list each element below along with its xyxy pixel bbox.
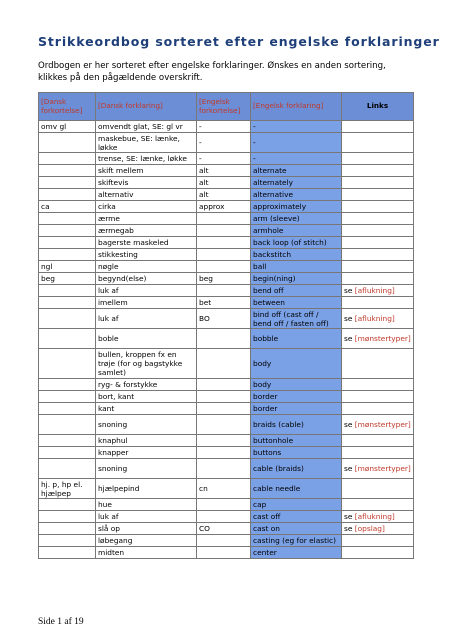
cell-english-explanation: -	[251, 133, 342, 153]
cell-danish-abbreviation	[39, 189, 96, 201]
cell-english-explanation: braids (cable)	[251, 415, 342, 435]
cell-danish-explanation: snoning	[96, 459, 197, 479]
cell-danish-abbreviation	[39, 459, 96, 479]
cell-danish-explanation: hue	[96, 499, 197, 511]
table-row	[39, 447, 414, 459]
cross-reference-link[interactable]: [mønstertyper]	[354, 420, 411, 429]
cell-links	[342, 499, 414, 511]
cell-english-abbreviation	[197, 511, 251, 523]
cell-english-abbreviation	[197, 435, 251, 447]
table-row	[39, 261, 414, 273]
cell-english-explanation: alternately	[251, 177, 342, 189]
cell-english-abbreviation: -	[197, 153, 251, 165]
table-row	[39, 435, 414, 447]
intro-line-1: Ordbogen er her sorteret efter engelske forklaringer. Ønskes en anden sortering,	[38, 61, 386, 71]
cell-english-abbreviation: bet	[197, 297, 251, 309]
cell-links	[342, 261, 414, 273]
header-english-explanation[interactable]: [Engelsk forklaring]	[251, 93, 342, 121]
cell-danish-abbreviation: beg	[39, 273, 96, 285]
cross-reference-link[interactable]: [opslag]	[354, 524, 385, 533]
cell-danish-abbreviation	[39, 499, 96, 511]
cell-english-abbreviation: -	[197, 121, 251, 133]
cell-danish-abbreviation	[39, 379, 96, 391]
cell-danish-abbreviation: hj. p, hp el. hjælpep	[39, 479, 96, 499]
cell-danish-explanation: luk af	[96, 511, 197, 523]
cell-english-abbreviation	[197, 225, 251, 237]
cell-english-explanation: casting (eg for elastic)	[251, 535, 342, 547]
cell-danish-abbreviation	[39, 435, 96, 447]
cell-danish-explanation: luk af	[96, 285, 197, 297]
cell-english-abbreviation: cn	[197, 479, 251, 499]
cell-danish-explanation: stikkesting	[96, 249, 197, 261]
cell-english-explanation: border	[251, 391, 342, 403]
cell-links	[342, 459, 414, 479]
cell-english-abbreviation: approx	[197, 201, 251, 213]
cell-danish-explanation: bagerste maskeled	[96, 237, 197, 249]
cell-english-abbreviation	[197, 237, 251, 249]
cell-links	[342, 447, 414, 459]
table-row	[39, 177, 414, 189]
intro-text	[38, 60, 418, 84]
cell-english-explanation: bobble	[251, 329, 342, 349]
link-prefix: se	[344, 524, 353, 533]
cell-english-abbreviation	[197, 447, 251, 459]
table-row	[39, 379, 414, 391]
cell-english-abbreviation	[197, 459, 251, 479]
cell-english-abbreviation	[197, 261, 251, 273]
table-header-row	[39, 93, 414, 121]
table-row	[39, 547, 414, 559]
cell-links	[342, 329, 414, 349]
link-prefix: se	[344, 286, 353, 295]
table-row	[39, 225, 414, 237]
cell-links	[342, 379, 414, 391]
cell-english-abbreviation	[197, 547, 251, 559]
cell-danish-abbreviation	[39, 415, 96, 435]
cell-english-explanation: arm (sleeve)	[251, 213, 342, 225]
header-english-abbreviation[interactable]: [Engelsk forkortelse]	[197, 93, 251, 121]
cell-danish-abbreviation	[39, 153, 96, 165]
cell-danish-abbreviation	[39, 177, 96, 189]
cell-danish-abbreviation: omv gl	[39, 121, 96, 133]
table-row	[39, 349, 414, 379]
cell-danish-explanation: hjælpepind	[96, 479, 197, 499]
cell-danish-explanation: trense, SE: lænke, løkke	[96, 153, 197, 165]
cell-danish-explanation: skift mellem	[96, 165, 197, 177]
cell-english-explanation: cast on	[251, 523, 342, 535]
cell-english-explanation: cast off	[251, 511, 342, 523]
link-prefix: se	[344, 464, 353, 473]
cell-danish-abbreviation	[39, 165, 96, 177]
table-row	[39, 237, 414, 249]
cell-danish-abbreviation	[39, 511, 96, 523]
cell-links	[342, 349, 414, 379]
cell-danish-abbreviation	[39, 403, 96, 415]
cell-danish-explanation: ærme	[96, 213, 197, 225]
intro-line-2: klikkes på den pågældende overskrift.	[38, 73, 203, 83]
table-row	[39, 511, 414, 523]
cell-english-explanation: back loop (of stitch)	[251, 237, 342, 249]
cell-english-abbreviation	[197, 213, 251, 225]
cell-english-explanation: armhole	[251, 225, 342, 237]
cell-links	[342, 415, 414, 435]
cell-links	[342, 435, 414, 447]
cell-english-explanation: cable (braids)	[251, 459, 342, 479]
table-row	[39, 499, 414, 511]
cell-danish-abbreviation	[39, 225, 96, 237]
cell-danish-abbreviation	[39, 349, 96, 379]
cell-english-explanation: bend off	[251, 285, 342, 297]
cell-english-explanation: alternate	[251, 165, 342, 177]
table-row	[39, 403, 414, 415]
cell-english-explanation: body	[251, 379, 342, 391]
cell-danish-explanation: midten	[96, 547, 197, 559]
link-prefix: se	[344, 420, 353, 429]
cross-reference-link[interactable]: [mønstertyper]	[354, 334, 411, 343]
table-row	[39, 479, 414, 499]
cell-english-abbreviation: alt	[197, 189, 251, 201]
cell-danish-explanation: knaphul	[96, 435, 197, 447]
table-body	[39, 121, 414, 559]
page-title: Strikkeordbog sorteret efter engelske forklaringer	[38, 34, 440, 49]
cell-links	[342, 403, 414, 415]
cell-english-abbreviation: BO	[197, 309, 251, 329]
cross-reference-link[interactable]: [aflukning]	[354, 286, 395, 295]
cell-english-explanation: ball	[251, 261, 342, 273]
table-row	[39, 153, 414, 165]
cell-links	[342, 201, 414, 213]
cell-danish-explanation: slå op	[96, 523, 197, 535]
cell-links	[342, 249, 414, 261]
cell-danish-abbreviation	[39, 447, 96, 459]
cell-links	[342, 237, 414, 249]
cell-english-explanation: backstitch	[251, 249, 342, 261]
cell-danish-explanation: boble	[96, 329, 197, 349]
cell-links	[342, 153, 414, 165]
cell-english-explanation: between	[251, 297, 342, 309]
cell-danish-abbreviation	[39, 535, 96, 547]
cell-links	[342, 535, 414, 547]
cell-links	[342, 165, 414, 177]
page-footer: Side 1 af 19	[38, 617, 84, 627]
cell-english-abbreviation	[197, 415, 251, 435]
cell-english-explanation: approximately	[251, 201, 342, 213]
cell-danish-explanation: snoning	[96, 415, 197, 435]
cell-danish-abbreviation: ca	[39, 201, 96, 213]
cell-danish-explanation: begynd(else)	[96, 273, 197, 285]
cell-links	[342, 177, 414, 189]
table-row	[39, 249, 414, 261]
cell-links	[342, 309, 414, 329]
cell-danish-explanation: maskebue, SE: lænke, løkke	[96, 133, 197, 153]
cell-danish-abbreviation	[39, 285, 96, 297]
cell-english-explanation: body	[251, 349, 342, 379]
cell-links	[342, 273, 414, 285]
cell-links	[342, 213, 414, 225]
cell-english-explanation: -	[251, 121, 342, 133]
cell-danish-explanation: cirka	[96, 201, 197, 213]
cell-english-explanation: center	[251, 547, 342, 559]
dictionary-table	[38, 92, 414, 559]
cell-english-explanation: bind off (cast off / bend off / fasten off)	[251, 309, 342, 329]
cell-danish-explanation: kant	[96, 403, 197, 415]
cell-danish-explanation: alternativ	[96, 189, 197, 201]
cell-english-abbreviation: alt	[197, 165, 251, 177]
cell-danish-explanation: skiftevis	[96, 177, 197, 189]
cell-danish-abbreviation	[39, 523, 96, 535]
cell-english-explanation: cap	[251, 499, 342, 511]
cross-reference-link[interactable]: [aflukning]	[354, 314, 395, 323]
cell-english-abbreviation	[197, 349, 251, 379]
cell-links	[342, 189, 414, 201]
table-row	[39, 415, 414, 435]
cell-danish-explanation: bullen, kroppen fx en trøje (for og bagstykke samlet)	[96, 349, 197, 379]
cell-english-abbreviation	[197, 329, 251, 349]
cell-danish-abbreviation	[39, 213, 96, 225]
cell-danish-explanation: luk af	[96, 309, 197, 329]
header-danish-abbreviation[interactable]: [Dansk forkortelse]	[39, 93, 96, 121]
cell-english-explanation: border	[251, 403, 342, 415]
cell-english-abbreviation: alt	[197, 177, 251, 189]
cell-english-abbreviation	[197, 391, 251, 403]
cell-danish-explanation: nøgle	[96, 261, 197, 273]
cell-danish-explanation: omvendt glat, SE: gl vr	[96, 121, 197, 133]
cell-danish-explanation: ryg- & forstykke	[96, 379, 197, 391]
table-row	[39, 273, 414, 285]
cell-danish-explanation: knapper	[96, 447, 197, 459]
cell-english-explanation: cable needle	[251, 479, 342, 499]
cell-danish-explanation: bort, kant	[96, 391, 197, 403]
cell-links	[342, 225, 414, 237]
cell-links	[342, 285, 414, 297]
header-danish-explanation[interactable]: [Dansk forklaring]	[96, 93, 197, 121]
link-prefix: se	[344, 512, 353, 521]
table-row	[39, 297, 414, 309]
cell-english-abbreviation: CO	[197, 523, 251, 535]
table-row	[39, 309, 414, 329]
table-row	[39, 285, 414, 297]
cell-danish-abbreviation	[39, 297, 96, 309]
cell-english-abbreviation	[197, 379, 251, 391]
cell-links	[342, 121, 414, 133]
cell-links	[342, 133, 414, 153]
cell-danish-abbreviation	[39, 547, 96, 559]
cell-links	[342, 391, 414, 403]
header-links: Links	[342, 93, 414, 121]
table-row	[39, 459, 414, 479]
cell-links	[342, 547, 414, 559]
cell-english-explanation: -	[251, 153, 342, 165]
table-row	[39, 121, 414, 133]
cell-english-abbreviation	[197, 403, 251, 415]
cell-english-abbreviation	[197, 535, 251, 547]
cell-danish-abbreviation	[39, 391, 96, 403]
cell-links	[342, 297, 414, 309]
cell-danish-abbreviation	[39, 309, 96, 329]
cell-danish-abbreviation	[39, 133, 96, 153]
cell-danish-abbreviation: ngl	[39, 261, 96, 273]
cell-danish-explanation: løbegang	[96, 535, 197, 547]
cross-reference-link[interactable]: [aflukning]	[354, 512, 395, 521]
table-row	[39, 523, 414, 535]
table-row	[39, 201, 414, 213]
cell-danish-abbreviation	[39, 329, 96, 349]
cell-english-abbreviation	[197, 285, 251, 297]
cell-danish-explanation: ærmegab	[96, 225, 197, 237]
cell-english-abbreviation	[197, 499, 251, 511]
cell-danish-explanation: imellem	[96, 297, 197, 309]
cross-reference-link[interactable]: [mønstertyper]	[354, 464, 411, 473]
cell-danish-abbreviation	[39, 249, 96, 261]
cell-english-explanation: buttonhole	[251, 435, 342, 447]
table-row	[39, 133, 414, 153]
table-row	[39, 189, 414, 201]
cell-english-abbreviation: -	[197, 133, 251, 153]
cell-danish-abbreviation	[39, 237, 96, 249]
cell-english-abbreviation	[197, 249, 251, 261]
link-prefix: se	[344, 334, 353, 343]
table-row	[39, 329, 414, 349]
cell-links	[342, 479, 414, 499]
cell-english-explanation: alternative	[251, 189, 342, 201]
table-row	[39, 391, 414, 403]
table-row	[39, 213, 414, 225]
cell-english-abbreviation: beg	[197, 273, 251, 285]
cell-links	[342, 511, 414, 523]
table-row	[39, 535, 414, 547]
table-row	[39, 165, 414, 177]
link-prefix: se	[344, 314, 353, 323]
cell-links	[342, 523, 414, 535]
cell-english-explanation: buttons	[251, 447, 342, 459]
cell-english-explanation: begin(ning)	[251, 273, 342, 285]
